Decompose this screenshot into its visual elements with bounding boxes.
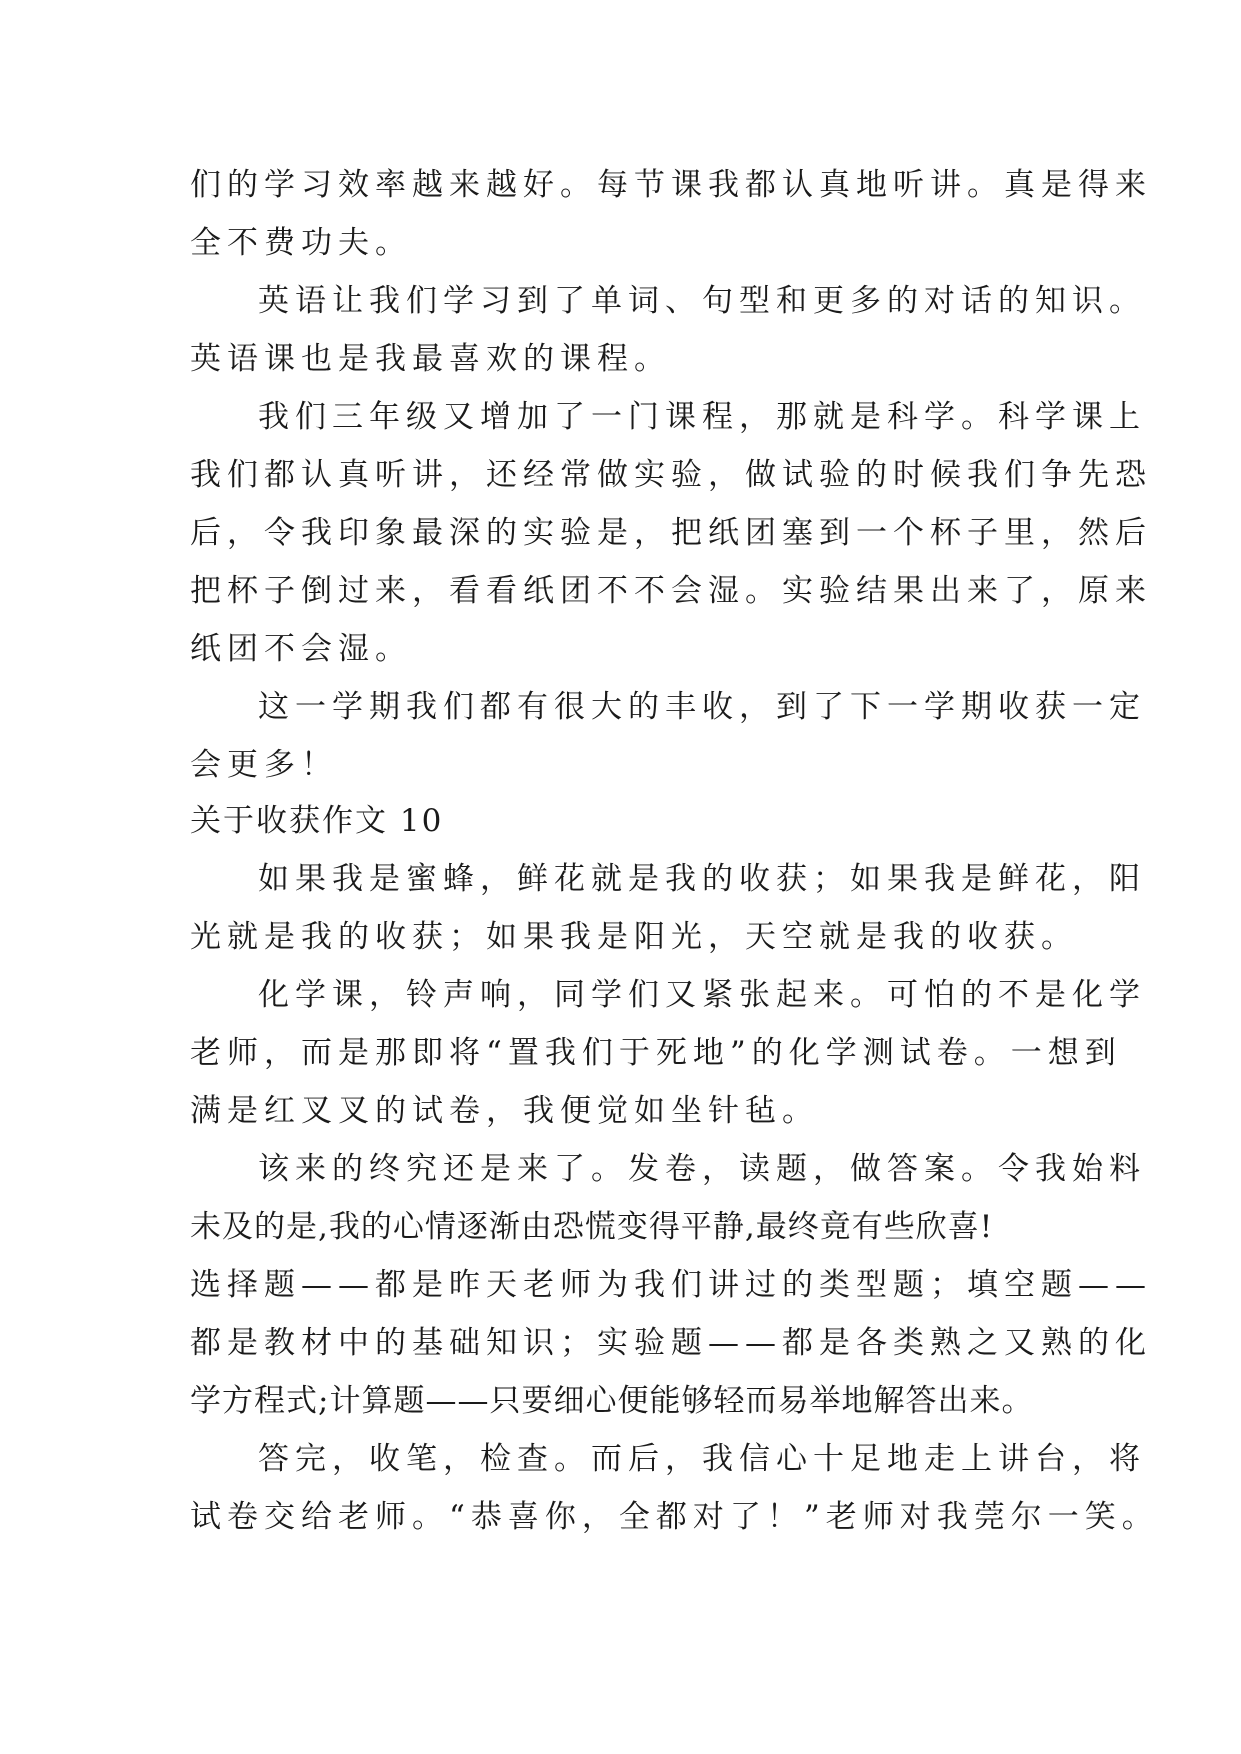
text-line: 我们都认真听讲，还经常做实验，做试验的时候我们争先恐 (190, 457, 1152, 493)
text-line: 英语让我们学习到了单词、句型和更多的对话的知识。 (258, 283, 1146, 319)
text-line: 未及的是,我的心情逐渐由恐慌变得平静,最终竟有些欣喜! (190, 1209, 994, 1245)
text-line: 该来的终究还是来了。发卷，读题，做答案。令我始料 (258, 1151, 1146, 1187)
text-line: 满是红叉叉的试卷，我便觉如坐针毡。 (190, 1093, 819, 1129)
text-line: 答完，收笔，检查。而后，我信心十足地走上讲台，将 (258, 1441, 1146, 1477)
text-line: 全不费功夫。 (190, 225, 412, 261)
text-line: 选择题——都是昨天老师为我们讲过的类型题；填空题—— (190, 1267, 1152, 1303)
text-line: 会更多！ (190, 747, 338, 783)
text-line: 老师，而是那即将“置我们于死地”的化学测试卷。一想到 (190, 1035, 1122, 1071)
text-line: 光就是我的收获；如果我是阳光，天空就是我的收获。 (190, 919, 1078, 955)
text-line: 纸团不会湿。 (190, 631, 412, 667)
text-line: 后，令我印象最深的实验是，把纸团塞到一个杯子里，然后 (190, 515, 1152, 551)
text-line: 如果我是蜜蜂，鲜花就是我的收获；如果我是鲜花，阳 (258, 861, 1146, 897)
text-line: 英语课也是我最喜欢的课程。 (190, 341, 671, 377)
text-line: 化学课，铃声响，同学们又紧张起来。可怕的不是化学 (258, 977, 1146, 1013)
text-line: 试卷交给老师。“恭喜你，全都对了！”老师对我莞尔一笑。 (190, 1499, 1159, 1535)
text-line: 我们三年级又增加了一门课程，那就是科学。科学课上 (258, 399, 1146, 435)
text-line: 这一学期我们都有很大的丰收，到了下一学期收获一定 (258, 689, 1146, 725)
text-line: 把杯子倒过来，看看纸团不不会湿。实验结果出来了，原来 (190, 573, 1152, 609)
text-line: 学方程式;计算题——只要细心便能够轻而易举地解答出来。 (190, 1383, 1034, 1419)
section-title: 关于收获作文 10 (190, 803, 444, 839)
text-line: 都是教材中的基础知识；实验题——都是各类熟之又熟的化 (190, 1325, 1152, 1361)
text-line: 们的学习效率越来越好。每节课我都认真地听讲。真是得来 (190, 167, 1152, 203)
